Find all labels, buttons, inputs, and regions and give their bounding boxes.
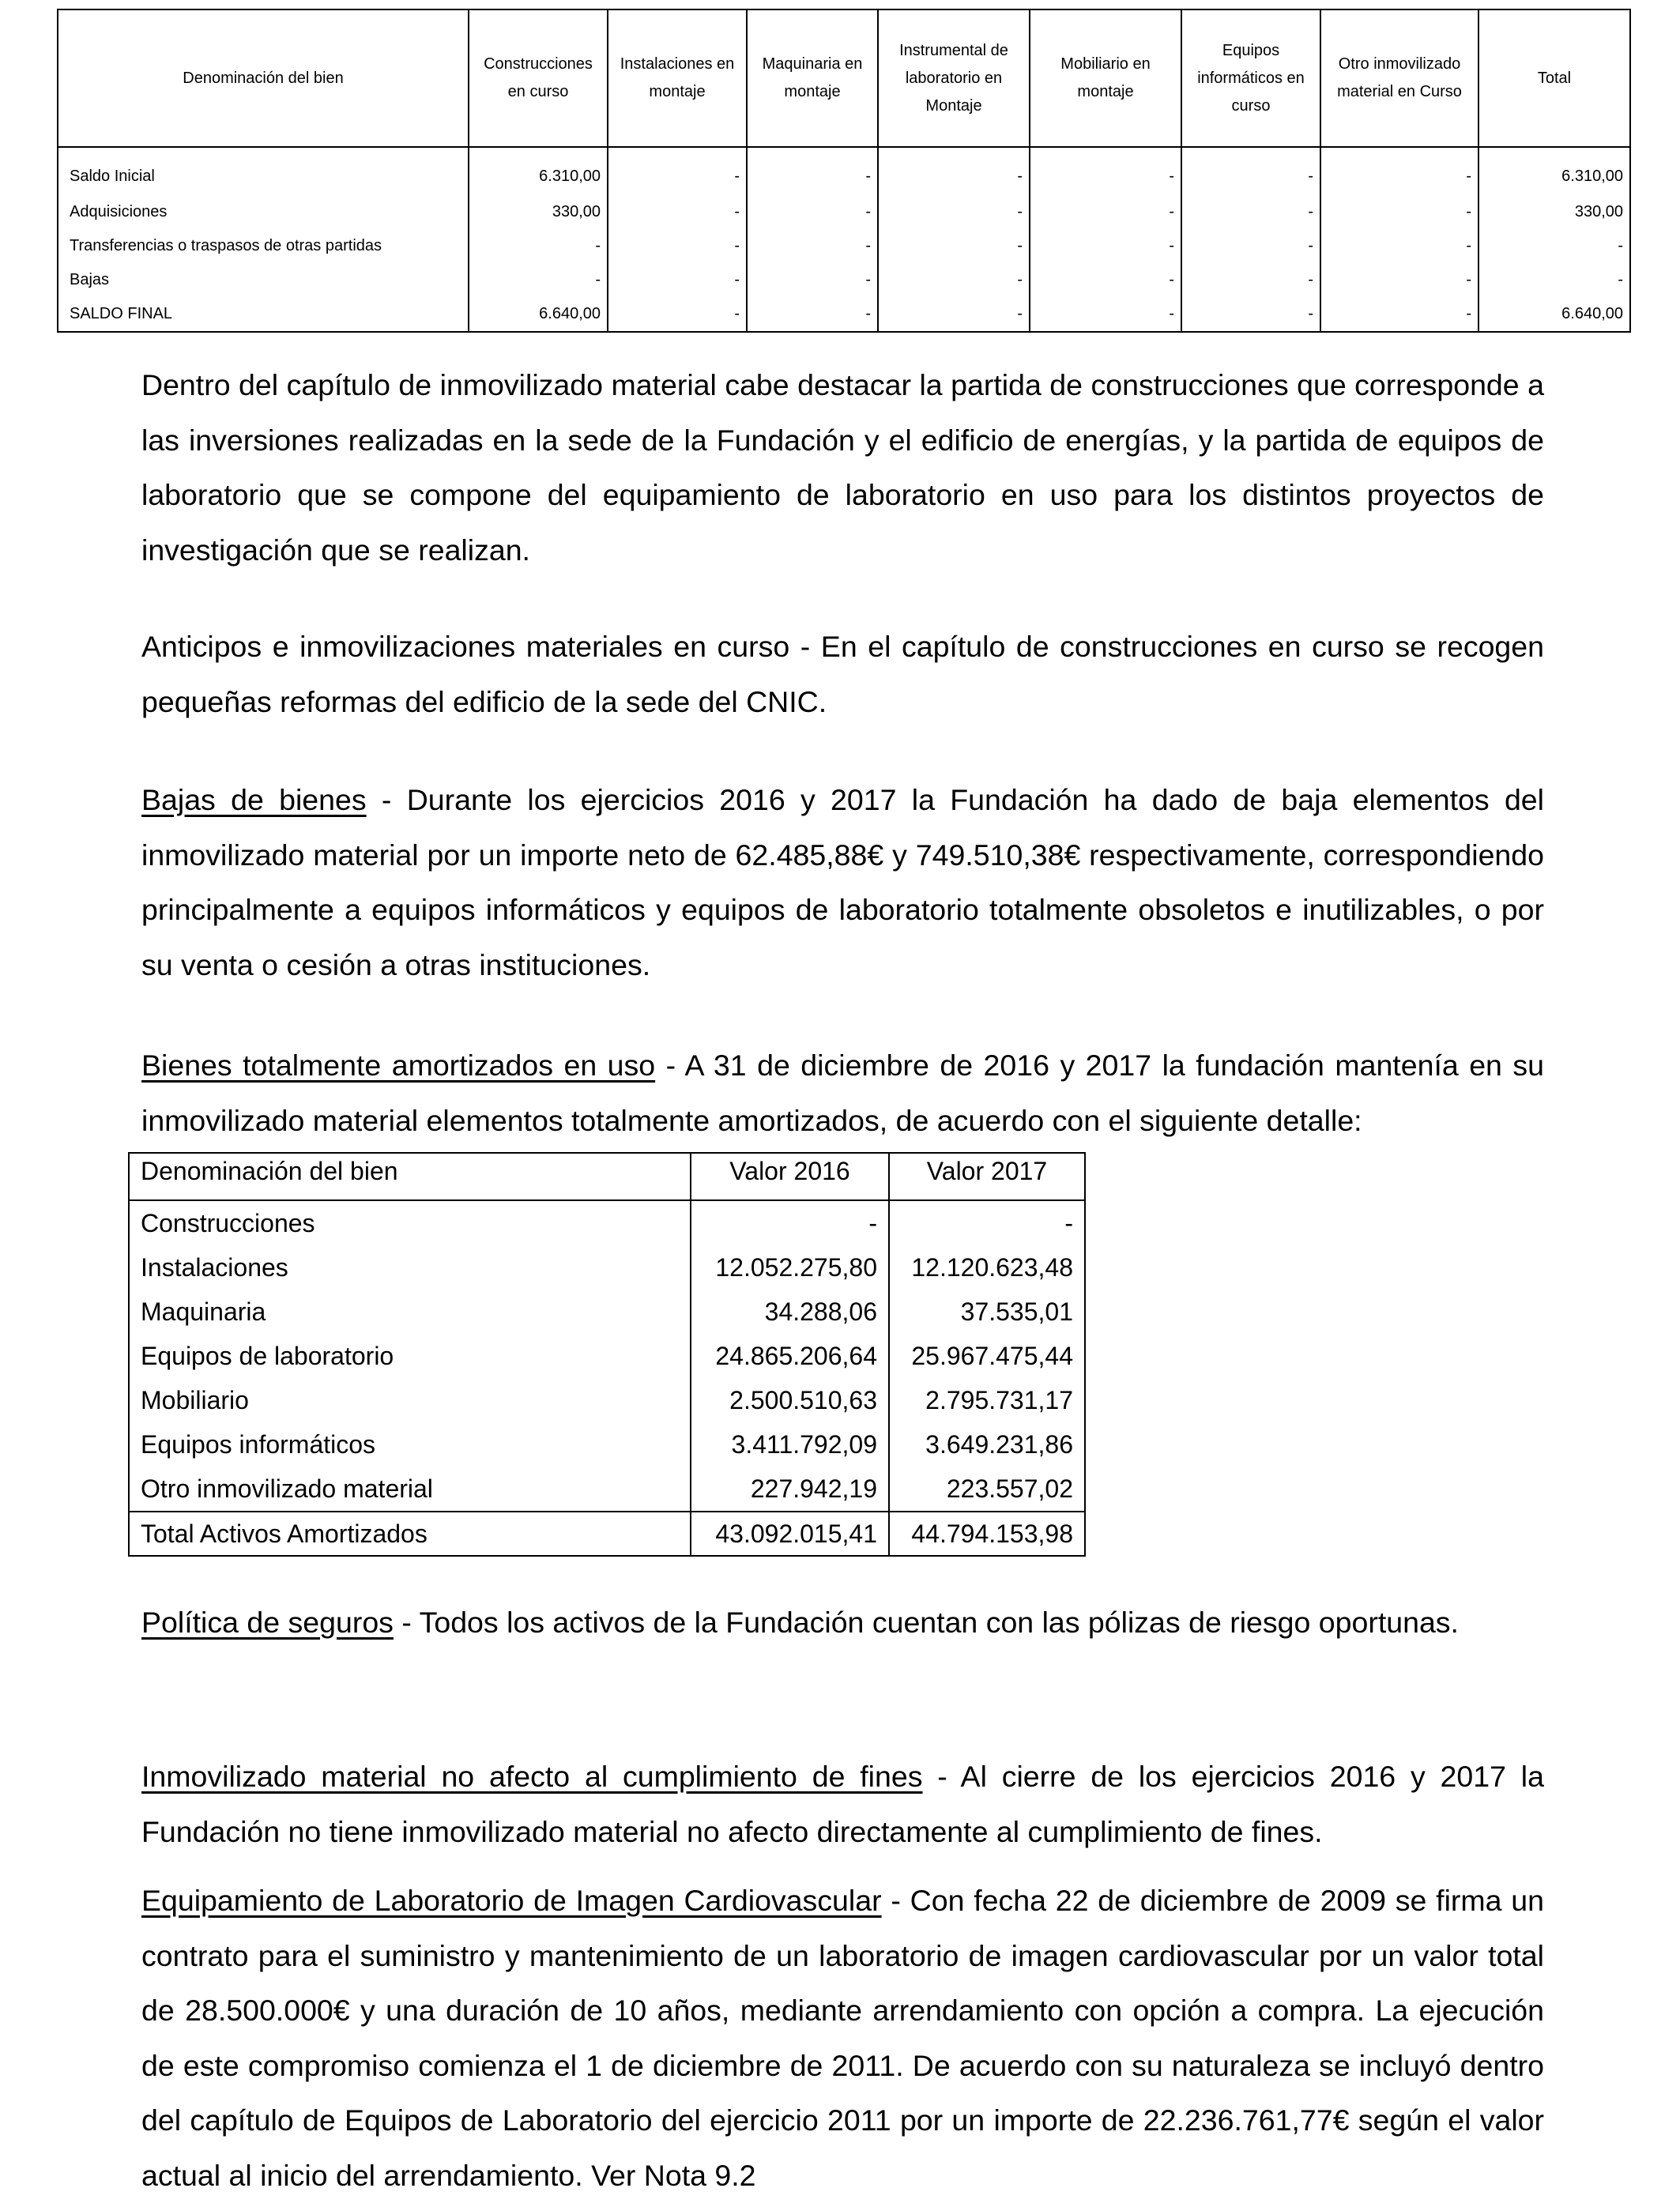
value-2016: 24.865.206,64: [691, 1334, 889, 1378]
table1-header-cell: Construcciones en curso: [469, 9, 608, 147]
table2-row: [129, 1378, 1085, 1422]
paragraph-inmovilizado-material: Dentro del capítulo de inmovilizado material cabe destacar la partida de construcciones que corresponde a las inversiones realizadas en la sede de la Fundación y el edificio de energías, y la partida de equipos de laboratorio que se compone del equipamiento de laboratorio en uso para los distintos proyectos de investigación que se realizan.: [141, 368, 1544, 567]
value-2016: 2.500.510,63: [691, 1378, 889, 1422]
total-value-2016: 43.092.015,41: [691, 1512, 889, 1556]
table1-cell: 6.310,00: [469, 147, 608, 195]
table1-cell: -: [747, 195, 878, 229]
paragraph-no-afecto: [141, 1749, 1544, 1859]
value-2017: 12.120.623,48: [889, 1245, 1085, 1290]
total-value-2017: 44.794.153,98: [889, 1512, 1085, 1556]
table1-cell: -: [1181, 229, 1320, 263]
table1-row-label: Transferencias o traspasos de otras partidas: [58, 229, 469, 263]
table2-row-label: Equipos de laboratorio: [129, 1334, 691, 1378]
table2-row-label: Equipos informáticos: [129, 1422, 691, 1467]
table2-row-label: Maquinaria: [129, 1290, 691, 1334]
table1-cell: -: [608, 297, 747, 332]
section-title-no-afecto: Inmovilizado material no afecto al cumplimiento de fines: [141, 1760, 923, 1793]
table1-cell: 330,00: [1478, 195, 1630, 229]
table1-cell: -: [878, 263, 1030, 297]
table1-header-cell: Total: [1478, 9, 1630, 147]
table2-row: [129, 1422, 1085, 1467]
table1-cell: 6.310,00: [1478, 147, 1630, 195]
table1-header-cell: Otro inmovilizado material en Curso: [1320, 9, 1478, 147]
table1-cell: -: [1181, 147, 1320, 195]
table1-cell: -: [1181, 263, 1320, 297]
table1-cell: -: [747, 229, 878, 263]
paragraph-anticipos: Anticipos e inmovilizaciones materiales en curso - En el capítulo de construcciones en curso se recogen pequeñas reformas del edificio de la sede del CNIC.: [141, 630, 1544, 718]
table1-cell: -: [469, 263, 608, 297]
table2-total-row: [129, 1512, 1085, 1556]
section-title-bajas: Bajas de bienes: [141, 783, 367, 816]
table1-row-label: SALDO FINAL: [58, 297, 469, 332]
table1-cell: -: [878, 297, 1030, 332]
value-2016: -: [691, 1200, 889, 1245]
table2-row-label: Instalaciones: [129, 1245, 691, 1290]
table2-row: [129, 1334, 1085, 1378]
section-title-seguros: Política de seguros: [141, 1606, 394, 1639]
paragraph-body: - Todos los activos de la Fundación cuentan con las pólizas de riesgo oportunas.: [393, 1606, 1459, 1639]
table1-cell: -: [878, 229, 1030, 263]
bienes-amortizados-table: [128, 1152, 1086, 1557]
section-title-amortizados: Bienes totalmente amortizados en uso: [141, 1049, 656, 1082]
value-2017: 37.535,01: [889, 1290, 1085, 1334]
paragraph-body: - Al cierre de los ejercicios 2016 y 2017 la Fundación no tiene inmovilizado material no afecto directamente al cumplimiento de fines.: [141, 1760, 1544, 1848]
table1-cell: -: [1478, 229, 1630, 263]
table1-row-label: Adquisiciones: [58, 195, 469, 229]
table1-row: [58, 195, 1630, 229]
table1-cell: -: [608, 263, 747, 297]
paragraph-body: - Con fecha 22 de diciembre de 2009 se firma un contrato para el suministro y mantenimiento de un laboratorio de imagen cardiovascular por un valor total de 28.500.000€ y una duración de 10 años, mediante arrendamiento con opción a compra. La ejecución de este compromiso comienza el 1 de diciembre de 2011. De acuerdo con su naturaleza se incluyó dentro del capítulo de Equipos de Laboratorio del ejercicio 2011 por un importe de 22.236.761,77€ según el valor actual al inicio del arrendamiento. Ver Nota 9.2: [141, 1884, 1544, 2192]
value-2017: -: [889, 1200, 1085, 1245]
table2-row: [129, 1200, 1085, 1245]
table1-cell: -: [1320, 195, 1478, 229]
table1-cell: -: [1181, 195, 1320, 229]
table1-row: [58, 147, 1630, 195]
table1-cell: -: [1320, 229, 1478, 263]
table1-cell: -: [1030, 147, 1181, 195]
value-2017: 3.649.231,86: [889, 1422, 1085, 1467]
table2-row: [129, 1467, 1085, 1512]
table2-row: [129, 1245, 1085, 1290]
paragraph-equipamiento-imagen: [141, 1873, 1544, 2203]
table1-cell: -: [1181, 297, 1320, 332]
table1-cell: -: [1320, 147, 1478, 195]
table1-cell: -: [608, 147, 747, 195]
paragraph-politica-seguros: [141, 1595, 1544, 1651]
value-2016: 12.052.275,80: [691, 1245, 889, 1290]
value-2017: 223.557,02: [889, 1467, 1085, 1512]
table1-header-row: [58, 9, 1630, 147]
table1-header-cell: Denominación del bien: [58, 9, 469, 147]
table1-cell: -: [608, 229, 747, 263]
table2-header-row: [129, 1153, 1085, 1200]
table1-cell: -: [747, 263, 878, 297]
value-2016: 227.942,19: [691, 1467, 889, 1512]
table1-header-cell: Instalaciones en montaje: [608, 9, 747, 147]
table1-header-cell: Instrumental de laboratorio en Montaje: [878, 9, 1030, 147]
table1-header-cell: Maquinaria en montaje: [747, 9, 878, 147]
table1-header-cell: Equipos informáticos en curso: [1181, 9, 1320, 147]
table1-cell: 330,00: [469, 195, 608, 229]
table1-cell: -: [1478, 263, 1630, 297]
table1-cell: -: [1030, 195, 1181, 229]
table2-row-label: Construcciones: [129, 1200, 691, 1245]
table1-cell: -: [1030, 263, 1181, 297]
table2-header-cell: Valor 2017: [889, 1153, 1085, 1200]
table1-cell: -: [1320, 263, 1478, 297]
table2-header-cell: Valor 2016: [691, 1153, 889, 1200]
table1-cell: 6.640,00: [1478, 297, 1630, 332]
section-title-equipamiento: Equipamiento de Laboratorio de Imagen Cardiovascular: [141, 1884, 882, 1917]
table1-cell: -: [747, 297, 878, 332]
value-2017: 2.795.731,17: [889, 1378, 1085, 1422]
paragraph-bajas-de-bienes: [141, 773, 1544, 992]
table1-cell: -: [1320, 297, 1478, 332]
value-2017: 25.967.475,44: [889, 1334, 1085, 1378]
table2-header-cell: Denominación del bien: [129, 1153, 691, 1200]
value-2016: 34.288,06: [691, 1290, 889, 1334]
table1-cell: -: [878, 195, 1030, 229]
table1-header-cell: Mobiliario en montaje: [1030, 9, 1181, 147]
paragraph-body: - A 31 de diciembre de 2016 y 2017 la fundación mantenía en su inmovilizado material elementos totalmente amortizados, de acuerdo con el siguiente detalle:: [141, 1049, 1544, 1137]
table1-cell: -: [747, 147, 878, 195]
table1-cell: -: [1030, 297, 1181, 332]
table1-cell: -: [608, 195, 747, 229]
paragraph-body: - Durante los ejercicios 2016 y 2017 la Fundación ha dado de baja elementos del inmovilizado material por un importe neto de 62.485,88€ y 749.510,38€ respectivamente, correspondiendo principalmente a equipos informáticos y equipos de laboratorio totalmente obsoletos e inutilizables, o por su venta o cesión a otras instituciones.: [141, 783, 1544, 981]
table1-row: [58, 229, 1630, 263]
table1-row: [58, 263, 1630, 297]
table1-cell: -: [469, 229, 608, 263]
table1-row: [58, 297, 1630, 332]
table1-row-label: Bajas: [58, 263, 469, 297]
table1-row-label: Saldo Inicial: [58, 147, 469, 195]
table2-row: [129, 1290, 1085, 1334]
paragraph-bienes-amortizados: [141, 1038, 1544, 1148]
value-2016: 3.411.792,09: [691, 1422, 889, 1467]
table1-cell: -: [1030, 229, 1181, 263]
table1-cell: -: [878, 147, 1030, 195]
total-label: Total Activos Amortizados: [129, 1512, 691, 1556]
inmovilizado-en-curso-table: [57, 9, 1631, 333]
table1-cell: 6.640,00: [469, 297, 608, 332]
table2-row-label: Otro inmovilizado material: [129, 1467, 691, 1512]
table2-row-label: Mobiliario: [129, 1378, 691, 1422]
